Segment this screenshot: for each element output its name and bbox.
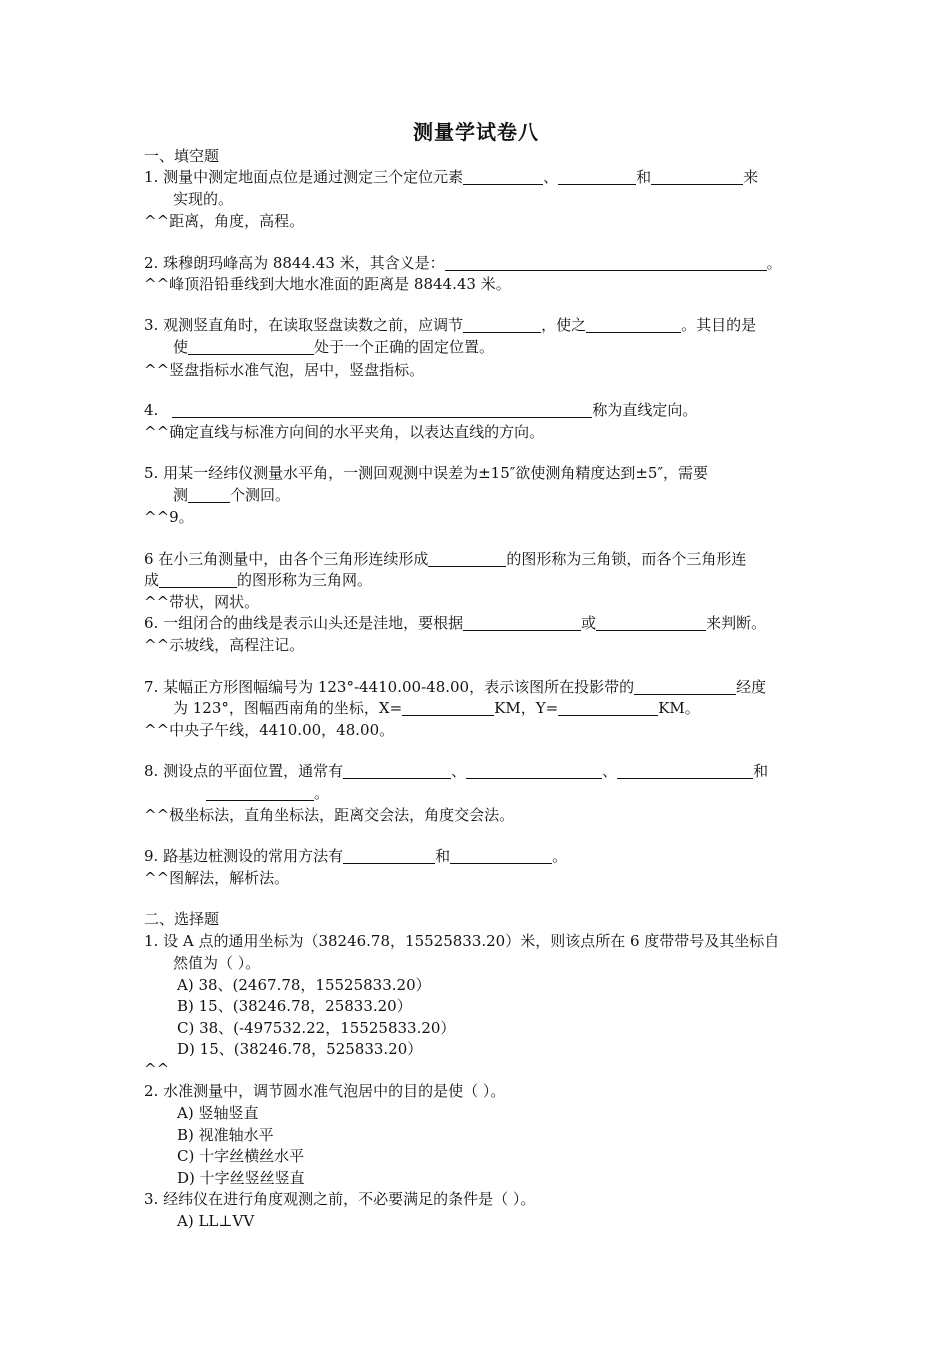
- option-c: C) 38、(-497532.22，15525833.20）: [177, 1019, 456, 1037]
- choice-question-1-cont: 然值为（ ）。: [173, 954, 261, 972]
- question-8: 8. 测设点的平面位置，通常有 、 、 和: [144, 762, 769, 780]
- question-6b: 6. 一组闭合的曲线是表示山头还是洼地，要根据 或 来判断。: [144, 614, 767, 632]
- choice-question-3: 3. 经纬仪在进行角度观测之前，不必要满足的条件是（ ）。: [144, 1190, 536, 1208]
- choice-question-1: 1. 设 A 点的通用坐标为（38246.78，15525833.20）米，则该点所在 6 度带带号及其坐标自: [144, 932, 780, 950]
- question-8-cont: 。: [206, 783, 329, 804]
- answer-8: ^^极坐标法，直角坐标法，距离交会法，角度交会法。: [144, 806, 515, 824]
- answer-9: ^^图解法，解析法。: [144, 869, 290, 887]
- question-7: 7. 某幅正方形图幅编号为 123°-4410.00-48.00，表示该图所在投影带的 经度: [144, 678, 767, 696]
- option-a: A) 38、(2467.78，15525833.20）: [177, 976, 431, 994]
- option-b: B) 视准轴水平: [177, 1126, 274, 1144]
- answer-2: ^^峰顶沿铅垂线到大地水准面的距离是 8844.43 米。: [144, 275, 511, 293]
- option-d: D) 15、(38246.78，525833.20）: [177, 1040, 423, 1058]
- question-2: 2. 珠穆朗玛峰高为 8844.43 米，其含义是： 。: [144, 254, 782, 272]
- question-7-cont: 为 123°，图幅西南角的坐标，X= KM，Y= KM。: [173, 699, 700, 717]
- question-4: 4. 称为直线定向。: [144, 401, 698, 419]
- question-1: 1. 测量中测定地面点位是通过测定三个定位元素 、 和 来: [144, 168, 759, 186]
- question-5: 5. 用某一经纬仪测量水平角，一测回观测中误差为±15″欲使测角精度达到±5″，需要: [144, 464, 709, 482]
- answer-c1: ^^: [144, 1060, 170, 1078]
- question-6a-cont: 成 的图形称为三角网。: [144, 571, 373, 589]
- answer-5: ^^9。: [144, 508, 194, 526]
- question-1-cont: 实现的。: [173, 190, 234, 208]
- option-a: A) LL⊥VV: [177, 1212, 255, 1230]
- question-6a: 6 在小三角测量中，由各个三角形连续形成 的图形称为三角锁，而各个三角形连: [144, 550, 747, 568]
- page-title: 测量学试卷八: [413, 120, 539, 144]
- section-heading: 一、填空题: [144, 147, 220, 165]
- option-d: D) 十字丝竖丝竖直: [177, 1169, 305, 1187]
- answer-1: ^^距离，角度，高程。: [144, 212, 305, 230]
- question-3-cont: 使 处于一个正确的固定位置。: [173, 338, 495, 356]
- section-heading: 二、选择题: [144, 910, 220, 928]
- answer-6b: ^^示坡线，高程注记。: [144, 636, 305, 654]
- option-a: A) 竖轴竖直: [177, 1104, 259, 1122]
- answer-3: ^^竖盘指标水准气泡，居中，竖盘指标。: [144, 361, 425, 379]
- question-5-cont: 测 个测回。: [173, 486, 291, 504]
- option-c: C) 十字丝横丝水平: [177, 1147, 305, 1165]
- answer-6a: ^^带状，网状。: [144, 593, 260, 611]
- answer-4: ^^确定直线与标准方向间的水平夹角，以表达直线的方向。: [144, 423, 545, 441]
- choice-question-2: 2. 水准测量中，调节圆水准气泡居中的目的是使（ ）。: [144, 1082, 506, 1100]
- option-b: B) 15、(38246.78，25833.20）: [177, 997, 412, 1015]
- answer-7: ^^中央子午线，4410.00，48.00。: [144, 721, 395, 739]
- question-3: 3. 观测竖直角时，在读取竖盘读数之前，应调节 ，使之 。其目的是: [144, 316, 757, 334]
- question-9: 9. 路基边桩测设的常用方法有 和 。: [144, 847, 568, 865]
